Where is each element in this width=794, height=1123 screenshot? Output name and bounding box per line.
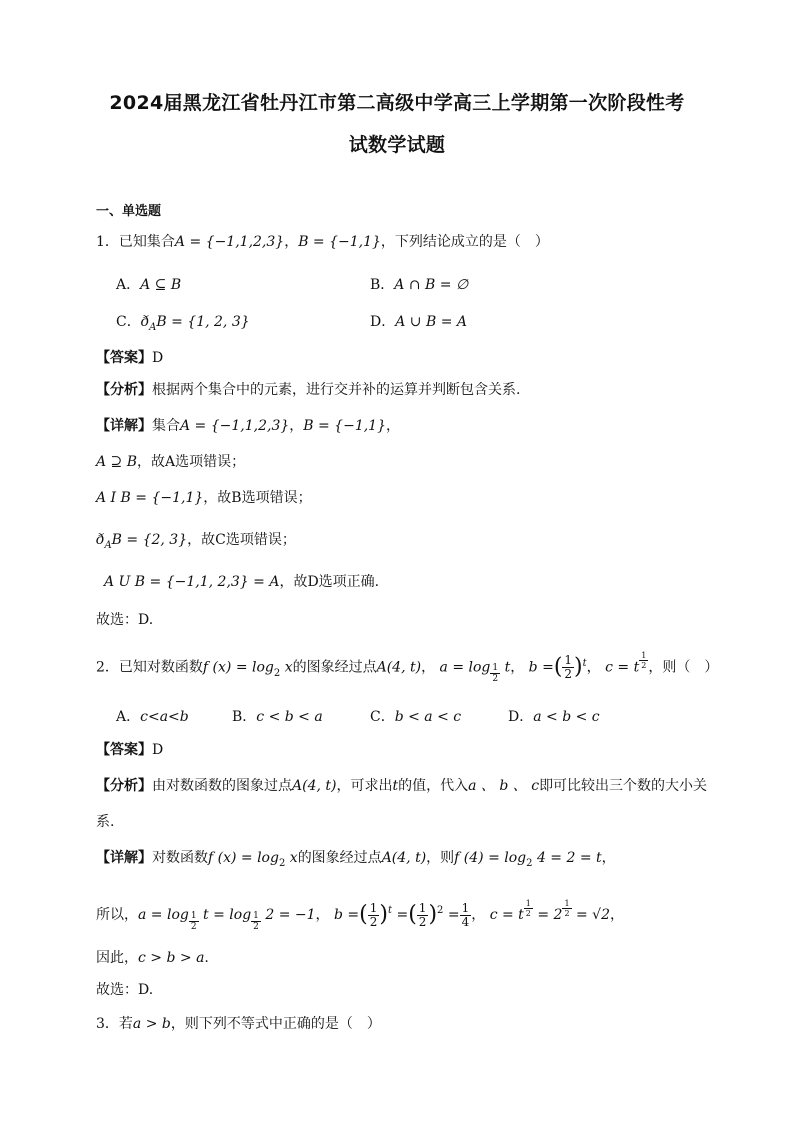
document-title-line-1: 2024届黑龙江省牡丹江市第二高级中学高三上学期第一次阶段性考 — [109, 92, 685, 114]
q2-option-d-text: a < b < c — [533, 709, 600, 725]
q2-detail-quarter-den: 4 — [461, 914, 470, 929]
q2-detail-log-base-1-den: 2 — [190, 921, 197, 932]
q2-detail-paren-2-close: ) — [428, 902, 438, 927]
q2-detail-3c: . — [204, 950, 209, 966]
q2-detail-1b: f (x) = log — [208, 850, 279, 866]
q2-sep1: ， — [421, 659, 436, 676]
q2-point: A(4, t) — [376, 659, 422, 676]
q2-detail-2c: t = log — [198, 907, 252, 923]
q2-c-exp-den: 2 — [641, 661, 647, 670]
q1-option-b — [370, 274, 468, 294]
q2-answer-value: D — [152, 742, 164, 758]
q2-detail-line-2 — [96, 900, 624, 932]
q2-c-exp-fraction — [639, 651, 648, 670]
q2-detail-exp-half-2-num: 1 — [564, 898, 570, 908]
q2-detail-2j: c = t — [489, 907, 524, 923]
q2-detail-2b: a = log — [138, 907, 189, 923]
q1-answer-tag: 【答案】 — [96, 350, 152, 366]
q1-set-a: A = {−1,1,2,3} — [174, 234, 285, 250]
q2-c-expr: c = t — [605, 659, 640, 676]
q1-option-d-text: A ∪ B = A — [395, 314, 468, 330]
q2-option-b-label: B． — [232, 709, 257, 725]
q3-stem — [96, 1014, 381, 1034]
q2-b-fraction — [562, 654, 574, 681]
q2-detail-quarter — [460, 902, 472, 929]
q2-analysis-line-2: 系. — [96, 814, 115, 830]
q1-detail-4c: ，故C选项错误； — [187, 532, 296, 548]
q1-analysis-tag: 【分析】 — [96, 382, 152, 398]
q1-choose: 故选：D. — [96, 612, 154, 628]
q2-detail-2k: = 2 — [532, 907, 563, 923]
q2-detail-3a: 因此， — [96, 950, 138, 966]
q1-option-d-label: D． — [370, 314, 396, 330]
q1-detail-1d: B = {−1,1} — [303, 418, 386, 434]
q2-detail-1sub: 2 — [278, 858, 286, 869]
q1-detail-3a: A I B = {−1,1} — [96, 490, 204, 506]
q2-b-den: 2 — [564, 667, 573, 681]
q2-option-d-label: D． — [508, 709, 534, 725]
q2-detail-2i: ， — [471, 907, 486, 923]
q1-detail-line-2 — [96, 452, 245, 472]
q1-detail-2a: A ⊇ B — [96, 454, 138, 470]
q1-stem-tail: ，下列结论成立的是（ ） — [380, 234, 549, 250]
q2-detail-log-base-2-num: 1 — [253, 910, 259, 921]
q2-detail-1c: x — [285, 850, 298, 866]
q2-b-exp: t — [582, 657, 587, 669]
q2-analysis-d: 即可比较出三个数的大小关 — [539, 778, 708, 794]
q1-option-a — [116, 274, 181, 294]
q2-analysis-vars: a 、 b 、 c — [468, 778, 540, 794]
q2-answer-tag: 【答案】 — [96, 742, 152, 758]
q1-stem — [96, 232, 549, 252]
q2-a-expr: a = log — [439, 659, 491, 676]
q1-detail-line-3 — [96, 488, 312, 508]
q1-option-b-text: A ∩ B = ∅ — [394, 277, 469, 293]
q2-analysis-t: t — [392, 778, 399, 794]
q2-detail-2m: ， — [610, 907, 624, 923]
q2-detail-line-1 — [96, 848, 616, 870]
q2-stem — [96, 651, 719, 684]
q1-detail-1e: ， — [386, 418, 400, 434]
q1-detail-3b: ，故B选项错误； — [203, 490, 312, 506]
q2-detail-half-1-den: 2 — [369, 914, 378, 929]
q2-option-b — [232, 706, 323, 726]
q2-detail-log-base-2-den: 2 — [253, 921, 259, 932]
q1-stem-text: 1．已知集合 — [96, 234, 175, 250]
q2-detail-exp-t: t — [387, 905, 393, 916]
q1-detail-4b: B = {2, 3} — [111, 532, 188, 548]
q2-option-c-text: b < a < c — [394, 709, 462, 725]
q2-detail-log-base-1 — [189, 911, 199, 932]
q2-detail-log-base-2 — [251, 911, 261, 932]
q2-answer — [96, 740, 163, 760]
q2-fx: f (x) = log — [202, 659, 274, 676]
q2-analysis-c: 的值，代入 — [398, 778, 469, 794]
q2-stem-c: ，则（ ） — [648, 659, 719, 676]
q1-option-c-text: B = {1, 2, 3} — [156, 314, 250, 330]
q2-c-exp-num: 1 — [641, 651, 647, 660]
section-heading: 一、单选题 — [96, 204, 162, 219]
q2-detail-half-1 — [368, 902, 380, 929]
document-title-line-2: 试数学试题 — [348, 134, 446, 156]
q1-detail-line-1 — [96, 416, 400, 436]
q3-condition: a > b — [132, 1016, 171, 1032]
q2-detail-2e: ， — [315, 907, 330, 923]
q1-sep: ， — [284, 234, 299, 250]
q2-detail-1i: ， — [601, 850, 616, 866]
q2-analysis-line-1 — [96, 776, 707, 796]
q2-detail-paren-2-open: ( — [408, 902, 417, 927]
q1-option-c-complement: ð — [140, 314, 150, 330]
q2-option-d — [508, 706, 600, 726]
q2-analysis-b: ，可求出 — [336, 778, 393, 794]
q3-stem-b: ，则下列不等式中正确的是（ ） — [170, 1016, 381, 1032]
q1-option-a-text: A ⊆ B — [140, 277, 182, 293]
q1-analysis — [96, 380, 520, 400]
q1-detail-tag: 【详解】 — [96, 418, 152, 434]
q2-detail-exp-half-2-den: 2 — [564, 908, 570, 918]
q2-detail-line-3 — [96, 948, 209, 968]
q1-detail-5a: A U B = {−1,1, 2,3} = A — [104, 574, 280, 590]
q1-option-c-sub: A — [149, 322, 157, 333]
q2-b-expr: b = — [528, 659, 554, 676]
q2-analysis-tag: 【分析】 — [96, 778, 152, 794]
q2-fx-sub: 2 — [273, 667, 281, 679]
q2-detail-paren-1-open: ( — [359, 902, 368, 927]
q1-set-b: B = {−1,1} — [298, 234, 381, 250]
q2-detail-3b: c > b > a — [138, 950, 205, 966]
q2-detail-1gsub: 2 — [526, 858, 533, 869]
q1-detail-2b: ，故A选项错误； — [137, 454, 246, 470]
q2-detail-1g: f (4) = log — [454, 850, 527, 866]
q1-detail-1c: ， — [289, 418, 304, 434]
q2-sep3: ， — [586, 659, 601, 676]
q2-detail-log-base-1-num: 1 — [190, 910, 197, 921]
q2-a-tail: t — [500, 659, 511, 676]
q2-detail-half-2 — [417, 902, 429, 929]
q1-detail-line-5 — [104, 572, 379, 592]
q3-stem-a: 3．若 — [96, 1016, 133, 1032]
q2-detail-1a: 对数函数 — [152, 850, 208, 866]
q2-b-paren-open: ( — [553, 654, 563, 680]
q2-option-a-label: A． — [116, 709, 141, 725]
q1-answer-value: D — [152, 350, 164, 366]
q2-detail-2a: 所以， — [96, 907, 138, 923]
q2-detail-2h: = — [447, 907, 460, 923]
q2-detail-2f: b = — [334, 907, 360, 923]
q2-analysis-a: 由对数函数的图象过点 — [152, 778, 292, 794]
q2-detail-2l: = √2 — [571, 907, 610, 923]
q2-detail-exp-half-1-num: 1 — [525, 898, 531, 908]
q2-a-base-fraction — [490, 663, 500, 684]
q1-detail-1a: 集合 — [152, 418, 180, 434]
q1-option-d — [370, 311, 467, 331]
q2-detail-tag: 【详解】 — [96, 850, 152, 866]
q1-detail-4sub: A — [104, 540, 112, 551]
q2-detail-exp-half-2 — [562, 899, 571, 918]
q2-choose: 故选：D. — [96, 982, 154, 998]
q2-detail-half-2-den: 2 — [418, 914, 427, 929]
q2-detail-half-1-num: 1 — [369, 900, 378, 915]
q1-detail-5b: ，故D选项正确. — [279, 574, 380, 590]
q1-detail-4a: ð — [96, 532, 105, 548]
q2-option-a — [116, 706, 189, 726]
q1-option-b-label: B． — [370, 277, 395, 293]
q2-detail-1h: 4 = 2 = t — [532, 850, 602, 866]
q1-detail-line-4 — [96, 530, 296, 552]
q2-detail-paren-1-close: ) — [379, 902, 388, 927]
q2-detail-1e: A(4, t) — [381, 850, 427, 866]
q2-stem-a: 2．已知对数函数 — [96, 659, 203, 676]
q2-detail-2d: 2 = −1 — [260, 907, 316, 923]
q2-sep2: ， — [510, 659, 525, 676]
q2-fx-tail: x — [280, 659, 293, 676]
q1-option-a-label: A． — [116, 277, 141, 293]
q2-b-paren-close: ) — [574, 654, 583, 680]
q2-detail-quarter-num: 1 — [461, 900, 470, 915]
q2-option-c — [370, 706, 461, 726]
q2-option-c-label: C． — [370, 709, 395, 725]
q1-detail-1b: A = {−1,1,2,3} — [180, 418, 290, 434]
q2-detail-half-2-num: 1 — [418, 900, 427, 915]
q2-option-a-text: c<a<b — [140, 709, 189, 725]
q2-a-base-den: 2 — [492, 674, 499, 684]
q2-detail-1d: 的图象经过点 — [297, 850, 382, 866]
q2-detail-exp-2: 2 — [437, 905, 444, 916]
q1-analysis-text: 根据两个集合中的元素，进行交并补的运算并判断包含关系. — [152, 382, 521, 398]
q2-detail-exp-half-1-den: 2 — [525, 908, 531, 918]
q1-option-c — [116, 311, 250, 331]
q2-detail-exp-half-1 — [524, 899, 533, 918]
q2-detail-1f: ，则 — [426, 850, 455, 866]
q2-stem-b: 的图象经过点 — [292, 659, 377, 676]
q2-option-b-text: c < b < a — [256, 709, 323, 725]
q2-b-num: 1 — [564, 653, 573, 667]
q2-analysis-point: A(4, t) — [292, 778, 337, 794]
q1-option-c-label: C． — [116, 314, 141, 330]
q1-answer — [96, 348, 163, 368]
q2-a-base-num: 1 — [492, 663, 499, 673]
q2-detail-2g: = — [396, 907, 409, 923]
